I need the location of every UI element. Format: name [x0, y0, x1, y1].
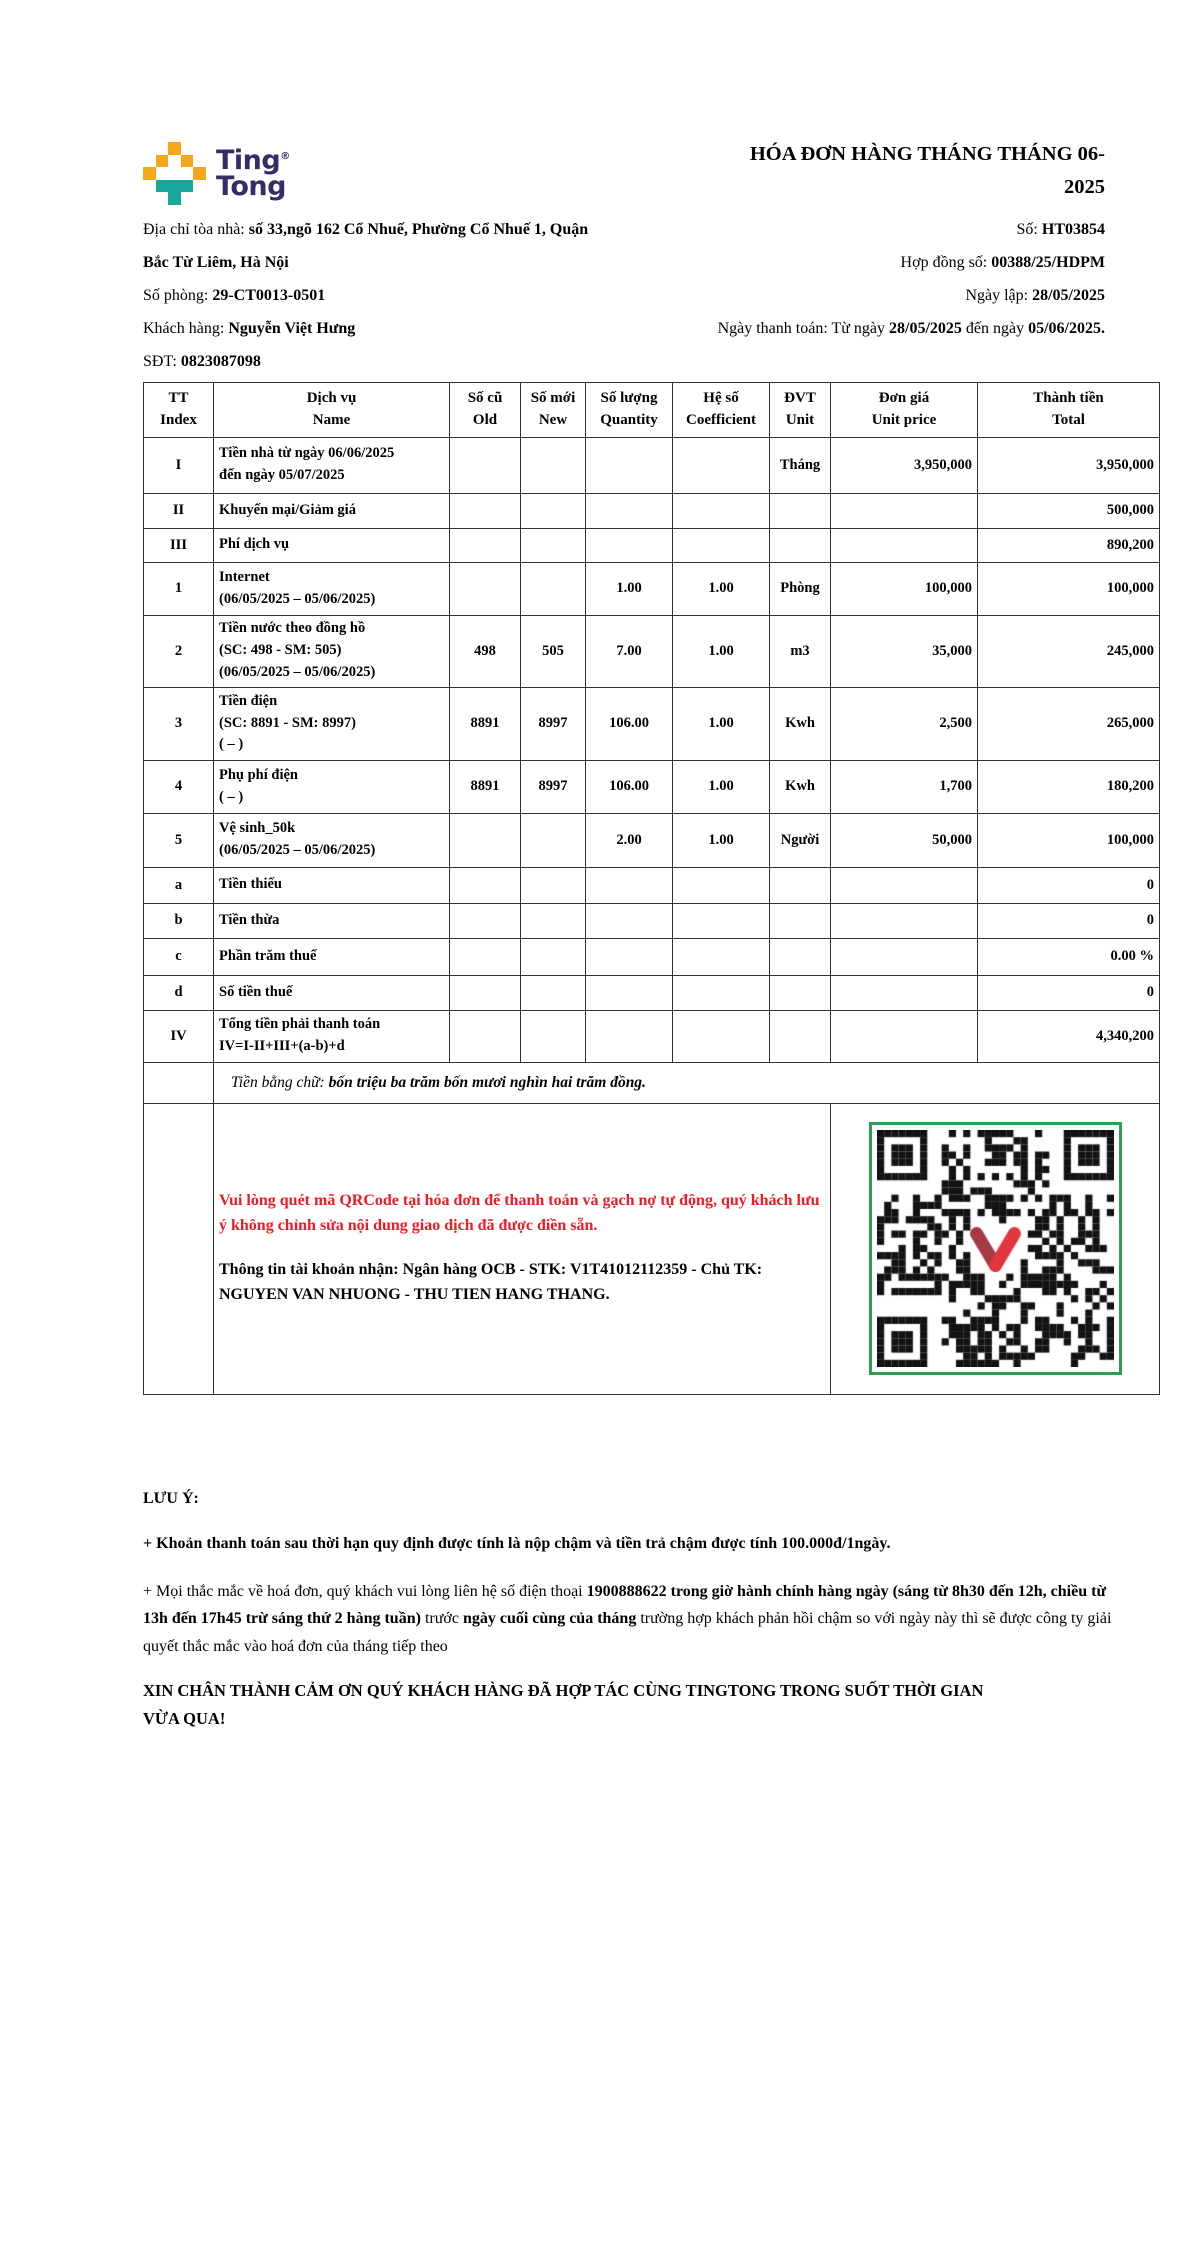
- services-table: [143, 382, 1160, 1395]
- logo-pixel: [193, 167, 206, 180]
- invoice-header: [143, 118, 1160, 205]
- column-header: Dịch vụ Name: [214, 383, 450, 438]
- cell-unit: Tháng: [770, 437, 831, 493]
- cell-coefficient: 1.00: [673, 562, 770, 615]
- cell-old-reading: [450, 813, 521, 867]
- cell-total: 500,000: [978, 493, 1160, 528]
- cell-coefficient: [673, 1010, 770, 1062]
- cell-unit-price: [831, 938, 978, 975]
- footer-notes: [143, 1490, 1118, 1734]
- cell-service-name: Tiền nhà từ ngày 06/06/2025 đến ngày 05/07/2025: [214, 437, 450, 493]
- column-header: Đơn giá Unit price: [831, 383, 978, 438]
- column-header: Số lượng Quantity: [586, 383, 673, 438]
- payment-text-cell: [214, 1103, 831, 1394]
- cell-new-reading: 505: [521, 615, 586, 687]
- cell-coefficient: [673, 867, 770, 903]
- column-header: Thành tiền Total: [978, 383, 1160, 438]
- invoice-title-line2: 2025: [1064, 175, 1105, 198]
- table-row: [144, 562, 1160, 615]
- cell-service-name: Tổng tiền phải thanh toán IV=I-II+III+(a-b)+d: [214, 1010, 450, 1062]
- thanks-line1: XIN CHÂN THÀNH CẢM ƠN QUÝ KHÁCH HÀNG ĐÃ HỢP TÁC CÙNG TINGTONG TRONG SUỐT THỜI GIAN: [143, 1681, 984, 1701]
- cell-unit-price: 1,700: [831, 760, 978, 813]
- cell-service-name: Vệ sinh_50k (06/05/2025 – 05/06/2025): [214, 813, 450, 867]
- cell-index: 3: [144, 687, 214, 760]
- cell-total: 0: [978, 903, 1160, 938]
- cell-unit-price: [831, 493, 978, 528]
- room-number: Số phòng: 29-CT0013-0501: [143, 287, 326, 304]
- cell-unit-price: [831, 975, 978, 1010]
- cell-old-reading: 8891: [450, 687, 521, 760]
- table-header-row: [144, 383, 1160, 438]
- cell-service-name: Tiền nước theo đồng hồ (SC: 498 - SM: 505) (06/05/2025 – 05/06/2025): [214, 615, 450, 687]
- cell-service-name: Phụ phí điện ( – ): [214, 760, 450, 813]
- table-row: [144, 528, 1160, 562]
- cell-coefficient: [673, 437, 770, 493]
- column-header: ĐVT Unit: [770, 383, 831, 438]
- cell-service-name: Tiền thừa: [214, 903, 450, 938]
- logo-pixel: [181, 155, 194, 168]
- customer-phone: SĐT: 0823087098: [143, 353, 261, 370]
- tingtong-logo-text: [216, 145, 290, 205]
- cell-unit: Kwh: [770, 687, 831, 760]
- cell-index: b: [144, 903, 214, 938]
- building-address-line2: Bắc Từ Liêm, Hà Nội: [143, 254, 289, 271]
- service-table-body: [144, 437, 1160, 1062]
- cell-new-reading: [521, 528, 586, 562]
- table-row: [144, 938, 1160, 975]
- amount-in-words-label: Tiền bằng chữ:: [231, 1073, 329, 1091]
- thanks-message: [143, 1677, 1118, 1733]
- cell-total: 265,000: [978, 687, 1160, 760]
- cell-old-reading: [450, 867, 521, 903]
- logo-pixel: [156, 155, 169, 168]
- amount-in-words-value: bốn triệu ba trăm bốn mươi nghìn hai trăm đồng.: [328, 1073, 646, 1091]
- cell-index: 5: [144, 813, 214, 867]
- cell-unit: [770, 938, 831, 975]
- cell-index: a: [144, 867, 214, 903]
- cell-coefficient: [673, 975, 770, 1010]
- building-address-line1: Địa chỉ tòa nhà: số 33,ngõ 162 Cổ Nhuế, Phường Cổ Nhuế 1, Quận: [143, 221, 589, 238]
- qr-code-canvas: [877, 1130, 1114, 1367]
- table-row: [144, 1010, 1160, 1062]
- cell-quantity: [586, 975, 673, 1010]
- logo-pixel: [168, 180, 181, 193]
- cell-unit-price: [831, 867, 978, 903]
- invoice-title: [750, 138, 1160, 204]
- invoice-number: Số: HT03854: [1016, 221, 1105, 238]
- amount-in-words-row: [144, 1062, 1160, 1103]
- logo-pixel: [168, 192, 181, 205]
- logo-word-tong: Tong: [216, 170, 286, 202]
- cell-unit-price: 100,000: [831, 562, 978, 615]
- cell-new-reading: [521, 813, 586, 867]
- cell-quantity: [586, 1010, 673, 1062]
- cell-coefficient: 1.00: [673, 615, 770, 687]
- table-row: [144, 975, 1160, 1010]
- table-row: [144, 760, 1160, 813]
- cell-total: 100,000: [978, 562, 1160, 615]
- table-row: [144, 615, 1160, 687]
- cell-new-reading: [521, 867, 586, 903]
- cell-unit-price: [831, 1010, 978, 1062]
- invoice-title-line1: HÓA ĐƠN HÀNG THÁNG THÁNG 06-: [749, 143, 1105, 165]
- column-header: Số mới New: [521, 383, 586, 438]
- cell-unit-price: 2,500: [831, 687, 978, 760]
- invoice-info-right: [713, 213, 1160, 378]
- cell-total: 0: [978, 975, 1160, 1010]
- cell-old-reading: [450, 1010, 521, 1062]
- cell-old-reading: 8891: [450, 760, 521, 813]
- cell-unit: [770, 903, 831, 938]
- payment-row: [144, 1103, 1160, 1394]
- cell-old-reading: 498: [450, 615, 521, 687]
- cell-old-reading: [450, 975, 521, 1010]
- cell-index: 1: [144, 562, 214, 615]
- registered-mark: ®: [280, 151, 290, 162]
- cell-service-name: Internet (06/05/2025 – 05/06/2025): [214, 562, 450, 615]
- cell-unit-price: 35,000: [831, 615, 978, 687]
- notes-heading: LƯU Ý:: [143, 1489, 199, 1507]
- cell-new-reading: [521, 1010, 586, 1062]
- cell-total: 0.00 %: [978, 938, 1160, 975]
- cell-old-reading: [450, 938, 521, 975]
- cell-total: 180,200: [978, 760, 1160, 813]
- cell-coefficient: 1.00: [673, 687, 770, 760]
- cell-quantity: [586, 867, 673, 903]
- cell-quantity: [586, 493, 673, 528]
- cell-service-name: Khuyến mại/Giảm giá: [214, 493, 450, 528]
- logo-word-ting: Ting: [216, 145, 281, 176]
- cell-quantity: 2.00: [586, 813, 673, 867]
- cell-quantity: [586, 528, 673, 562]
- cell-unit-price: 3,950,000: [831, 437, 978, 493]
- cell-quantity: 106.00: [586, 687, 673, 760]
- cell-index: 2: [144, 615, 214, 687]
- cell-new-reading: [521, 975, 586, 1010]
- cell-unit: m3: [770, 615, 831, 687]
- table-row: [144, 903, 1160, 938]
- table-row: [144, 493, 1160, 528]
- cell-new-reading: 8997: [521, 687, 586, 760]
- cell-quantity: [586, 903, 673, 938]
- cell-total: 0: [978, 867, 1160, 903]
- cell-index: II: [144, 493, 214, 528]
- cell-total: 100,000: [978, 813, 1160, 867]
- cell-coefficient: 1.00: [673, 813, 770, 867]
- cell-old-reading: [450, 493, 521, 528]
- logo-pixel: [143, 167, 156, 180]
- customer-name: Khách hàng: Nguyễn Việt Hưng: [143, 320, 356, 337]
- table-row: [144, 437, 1160, 493]
- cell-total: 245,000: [978, 615, 1160, 687]
- qr-code-cell: [831, 1103, 1160, 1394]
- cell-old-reading: [450, 903, 521, 938]
- cell-total: 3,950,000: [978, 437, 1160, 493]
- column-header: Số cũ Old: [450, 383, 521, 438]
- cell-service-name: Phí dịch vụ: [214, 528, 450, 562]
- cell-quantity: [586, 938, 673, 975]
- cell-index: I: [144, 437, 214, 493]
- cell-unit: Kwh: [770, 760, 831, 813]
- cell-index: III: [144, 528, 214, 562]
- invoice-info: [143, 213, 1160, 378]
- logo-pixel: [156, 180, 169, 193]
- cell-coefficient: [673, 493, 770, 528]
- cell-service-name: Số tiền thuế: [214, 975, 450, 1010]
- cell-service-name: Tiền điện (SC: 8891 - SM: 8997) ( – ): [214, 687, 450, 760]
- cell-unit: [770, 975, 831, 1010]
- cell-quantity: 106.00: [586, 760, 673, 813]
- cell-new-reading: [521, 437, 586, 493]
- empty-cell: [144, 1062, 214, 1103]
- contract-number: Hợp đồng số: 00388/25/HDPM: [900, 254, 1105, 271]
- cell-new-reading: [521, 493, 586, 528]
- bank-account-info: Thông tin tài khoản nhận: Ngân hàng OCB - STK: V1T41012112359 - Chủ TK: NGUYEN VAN NHUONG - THU TIEN HANG THANG.: [219, 1261, 763, 1303]
- cell-new-reading: [521, 903, 586, 938]
- cell-old-reading: [450, 437, 521, 493]
- cell-index: c: [144, 938, 214, 975]
- hotline-note: + Mọi thắc mắc về hoá đơn, quý khách vui lòng liên hệ số điện thoại 1900888622 trong giờ hành chính hàng ngày (sáng từ 8h30 đến 12h, chiều từ 13h đến 17h45 trừ sáng thứ 2 hàng tuần) trước ngày cuối cùng của tháng trường hợp khách phản hồi chậm so với ngày này thì sẽ được công ty giải quyết thắc mắc vào hoá đơn của tháng tiếp theo: [143, 1582, 1112, 1655]
- amount-in-words-cell: [214, 1062, 1160, 1103]
- late-payment-note: + Khoản thanh toán sau thời hạn quy định được tính là nộp chậm và tiền trả chậm được tính 100.000đ/1ngày.: [143, 1534, 891, 1552]
- cell-coefficient: [673, 528, 770, 562]
- cell-unit: [770, 528, 831, 562]
- qr-instruction-text: Vui lòng quét mã QRCode tại hóa đơn để thanh toán và gạch nợ tự động, quý khách lưu ý không chỉnh sửa nội dung giao dịch đã được điền sẵn.: [219, 1192, 820, 1235]
- cell-index: d: [144, 975, 214, 1010]
- cell-quantity: 7.00: [586, 615, 673, 687]
- cell-unit: [770, 1010, 831, 1062]
- cell-unit-price: [831, 903, 978, 938]
- qr-code-frame: [869, 1122, 1122, 1375]
- table-row: [144, 687, 1160, 760]
- invoice-info-left: [143, 213, 713, 378]
- cell-new-reading: [521, 562, 586, 615]
- cell-old-reading: [450, 562, 521, 615]
- cell-unit-price: [831, 528, 978, 562]
- logo-pixel: [181, 180, 194, 193]
- empty-cell: [144, 1103, 214, 1394]
- column-header: Hệ số Coefficient: [673, 383, 770, 438]
- table-row: [144, 867, 1160, 903]
- tingtong-logo-icon: [143, 142, 206, 205]
- cell-unit: [770, 867, 831, 903]
- logo-pixel: [168, 142, 181, 155]
- cell-index: 4: [144, 760, 214, 813]
- issue-date: Ngày lập: 28/05/2025: [965, 287, 1105, 304]
- cell-coefficient: [673, 938, 770, 975]
- table-row: [144, 813, 1160, 867]
- cell-quantity: 1.00: [586, 562, 673, 615]
- thanks-line2: VỪA QUA!: [143, 1709, 226, 1729]
- cell-coefficient: 1.00: [673, 760, 770, 813]
- cell-new-reading: 8997: [521, 760, 586, 813]
- cell-unit: Phòng: [770, 562, 831, 615]
- payment-period: Ngày thanh toán: Từ ngày 28/05/2025 đến ngày 05/06/2025.: [717, 320, 1105, 337]
- cell-index: IV: [144, 1010, 214, 1062]
- cell-service-name: Tiền thiếu: [214, 867, 450, 903]
- tingtong-logo: [143, 142, 290, 205]
- column-header: TT Index: [144, 383, 214, 438]
- cell-unit-price: 50,000: [831, 813, 978, 867]
- cell-total: 890,200: [978, 528, 1160, 562]
- cell-service-name: Phần trăm thuế: [214, 938, 450, 975]
- cell-new-reading: [521, 938, 586, 975]
- cell-total: 4,340,200: [978, 1010, 1160, 1062]
- cell-quantity: [586, 437, 673, 493]
- cell-unit: Người: [770, 813, 831, 867]
- cell-old-reading: [450, 528, 521, 562]
- cell-unit: [770, 493, 831, 528]
- cell-coefficient: [673, 903, 770, 938]
